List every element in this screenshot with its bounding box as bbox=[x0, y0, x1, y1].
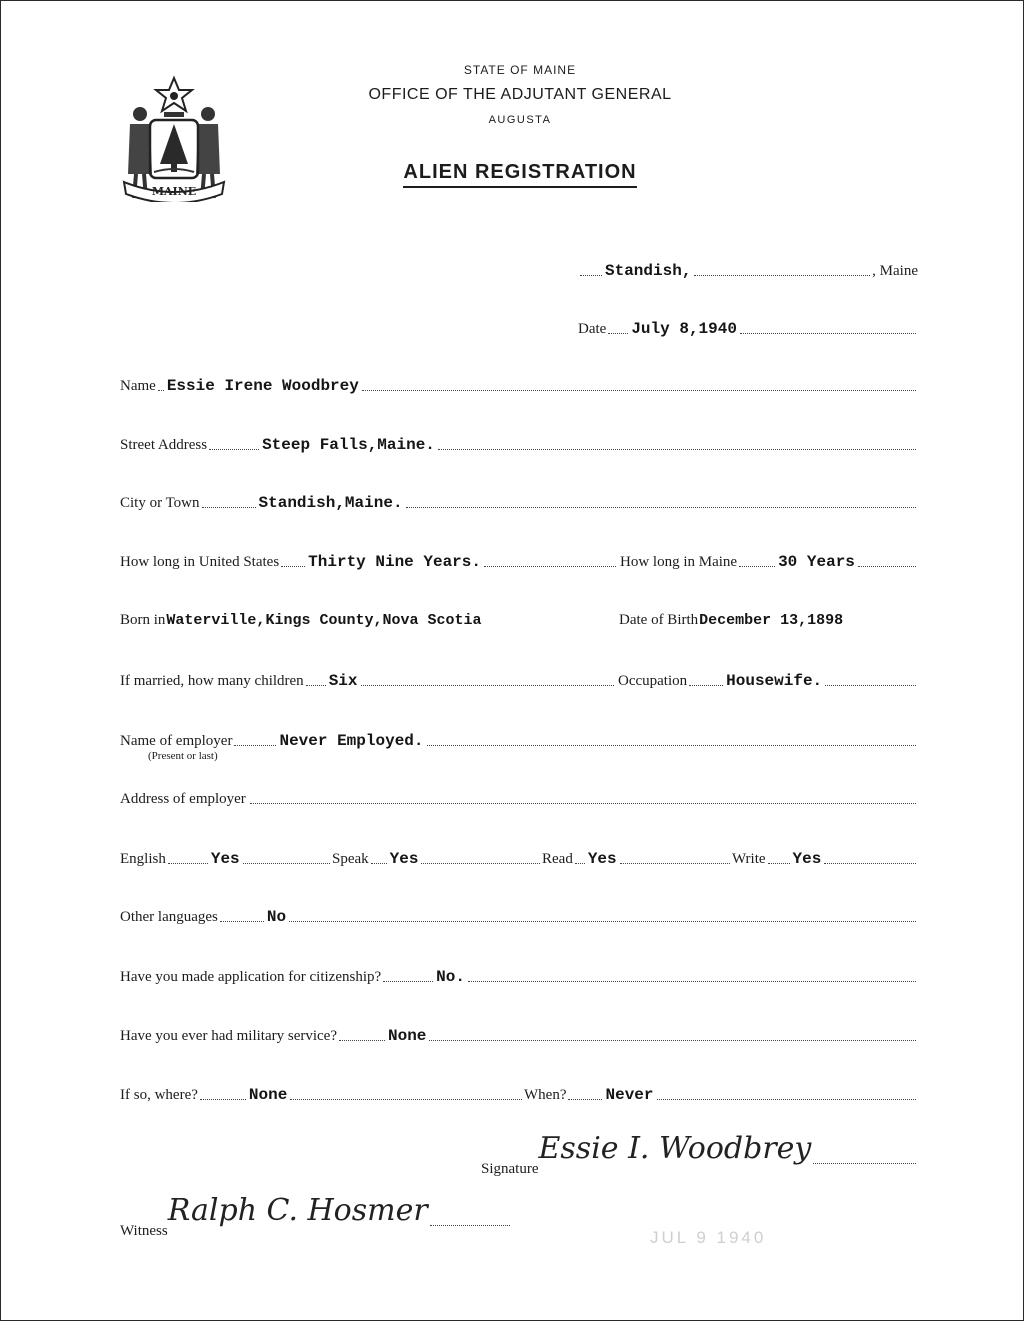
header-city: AUGUSTA bbox=[488, 114, 552, 126]
dotted-leader bbox=[739, 566, 775, 567]
dotted-leader bbox=[362, 390, 916, 391]
state-label: , Maine bbox=[872, 263, 918, 279]
town-value: Standish, bbox=[605, 262, 692, 280]
children-value: Six bbox=[328, 672, 358, 690]
dotted-leader bbox=[200, 1099, 246, 1100]
header-office: OFFICE OF THE ADJUTANT GENERAL bbox=[368, 86, 672, 103]
dotted-leader bbox=[580, 275, 602, 276]
dotted-leader bbox=[608, 333, 628, 334]
dotted-leader bbox=[740, 333, 916, 334]
name-line bbox=[120, 377, 918, 395]
dotted-leader bbox=[421, 863, 540, 864]
dotted-leader bbox=[429, 1040, 916, 1041]
where-value: None bbox=[248, 1086, 288, 1104]
read-label: Read bbox=[542, 851, 573, 867]
date-line bbox=[578, 320, 918, 338]
children-label: If married, how many children bbox=[120, 673, 304, 689]
form-title-text: ALIEN REGISTRATION bbox=[403, 161, 636, 188]
dotted-leader bbox=[694, 275, 870, 276]
speak-value: Yes bbox=[389, 850, 419, 868]
speak-label: Speak bbox=[332, 851, 369, 867]
how-long-us-label: How long in United States bbox=[120, 554, 280, 570]
citizenship-line bbox=[120, 968, 918, 986]
street-value: Steep Falls,Maine. bbox=[262, 436, 435, 454]
witness-label: Witness bbox=[120, 1223, 168, 1239]
english-line bbox=[120, 850, 332, 868]
dotted-leader bbox=[250, 803, 916, 804]
employer-value: Never Employed. bbox=[279, 732, 424, 750]
dotted-leader bbox=[243, 863, 330, 864]
dotted-leader bbox=[468, 981, 916, 982]
other-languages-value: No bbox=[266, 908, 287, 926]
how-long-maine-label: How long in Maine bbox=[620, 554, 738, 570]
born-line bbox=[120, 612, 616, 629]
town-line bbox=[578, 262, 918, 280]
how-long-maine-value: 30 Years bbox=[778, 553, 855, 571]
military-line bbox=[120, 1027, 918, 1045]
citizenship-value: No. bbox=[436, 968, 465, 986]
dotted-leader bbox=[657, 1099, 917, 1100]
speak-line bbox=[332, 850, 542, 868]
born-value: Waterville,Kings County,Nova Scotia bbox=[166, 612, 482, 629]
header-state: STATE OF MAINE bbox=[463, 63, 577, 77]
dotted-leader bbox=[689, 685, 723, 686]
english-value: Yes bbox=[210, 850, 240, 868]
dob-value: December 13,1898 bbox=[699, 612, 844, 629]
dotted-leader bbox=[339, 1040, 385, 1041]
city-value: Standish,Maine. bbox=[258, 494, 403, 512]
state-seal bbox=[118, 74, 230, 202]
signature-label: Signature bbox=[481, 1161, 539, 1177]
dotted-leader bbox=[281, 566, 305, 567]
dotted-leader bbox=[484, 566, 616, 567]
dotted-leader bbox=[361, 685, 615, 686]
dotted-leader bbox=[306, 685, 326, 686]
occupation-value: Housewife. bbox=[726, 672, 823, 690]
dotted-leader bbox=[813, 1163, 916, 1164]
dob-label: Date of Birth bbox=[619, 612, 699, 628]
employer-address-label: Address of employer bbox=[120, 791, 246, 807]
other-languages-label: Other languages bbox=[120, 909, 218, 925]
occupation-line bbox=[618, 672, 918, 690]
dotted-leader bbox=[168, 863, 208, 864]
when-label: When? bbox=[524, 1087, 567, 1103]
where-line bbox=[120, 1086, 524, 1104]
signature-value: Essie I. Woodbrey bbox=[538, 1131, 812, 1166]
dotted-leader bbox=[575, 863, 585, 864]
occupation-label: Occupation bbox=[618, 673, 688, 689]
witness-value: Ralph C. Hosmer bbox=[167, 1193, 428, 1228]
dotted-leader bbox=[825, 685, 916, 686]
dotted-leader bbox=[209, 449, 259, 450]
employer-line bbox=[120, 732, 918, 750]
received-stamp: JUL 9 1940 bbox=[650, 1228, 767, 1247]
dotted-leader bbox=[371, 863, 387, 864]
citizenship-label: Have you made application for citizenship? bbox=[120, 969, 382, 985]
form-title bbox=[300, 161, 740, 184]
employer-sublabel-text: (Present or last) bbox=[148, 750, 218, 762]
where-label: If so, where? bbox=[120, 1087, 198, 1103]
when-value: Never bbox=[605, 1086, 654, 1104]
date-label: Date bbox=[578, 321, 607, 337]
military-value: None bbox=[388, 1027, 427, 1045]
dotted-leader bbox=[289, 921, 916, 922]
children-line bbox=[120, 672, 616, 690]
when-line bbox=[524, 1086, 918, 1104]
dotted-leader bbox=[383, 981, 433, 982]
how-long-maine-line bbox=[620, 553, 918, 571]
read-value: Yes bbox=[587, 850, 617, 868]
dotted-leader bbox=[158, 390, 164, 391]
employer-label: Name of employer bbox=[120, 733, 233, 749]
dotted-leader bbox=[427, 745, 917, 746]
employer-address-line bbox=[120, 791, 918, 808]
dotted-leader bbox=[430, 1225, 510, 1226]
city-label: City or Town bbox=[120, 495, 200, 511]
dotted-leader bbox=[438, 449, 916, 450]
witness-line bbox=[120, 1190, 512, 1239]
seal-banner-text: MAINE bbox=[151, 185, 197, 198]
dotted-leader bbox=[768, 863, 790, 864]
dotted-leader bbox=[858, 566, 916, 567]
street-label: Street Address bbox=[120, 437, 208, 453]
street-line bbox=[120, 436, 918, 454]
dotted-leader bbox=[234, 745, 276, 746]
write-label: Write bbox=[732, 851, 766, 867]
dotted-leader bbox=[290, 1099, 522, 1100]
name-label: Name bbox=[120, 378, 156, 394]
write-value: Yes bbox=[792, 850, 822, 868]
dotted-leader bbox=[406, 507, 916, 508]
signature-line bbox=[481, 1128, 918, 1177]
english-label: English bbox=[120, 851, 166, 867]
how-long-us-line bbox=[120, 553, 618, 571]
dotted-leader bbox=[220, 921, 264, 922]
how-long-us-value: Thirty Nine Years. bbox=[308, 553, 481, 571]
read-line bbox=[542, 850, 732, 868]
military-label: Have you ever had military service? bbox=[120, 1028, 337, 1044]
other-languages-line bbox=[120, 908, 918, 926]
dotted-leader bbox=[620, 863, 730, 864]
date-value: July 8,1940 bbox=[631, 320, 737, 338]
dotted-leader bbox=[568, 1099, 602, 1100]
name-value: Essie Irene Woodbrey bbox=[166, 377, 359, 395]
born-label: Born in bbox=[120, 612, 166, 628]
write-line bbox=[732, 850, 918, 868]
dotted-leader bbox=[824, 863, 916, 864]
city-line bbox=[120, 494, 918, 512]
dotted-leader bbox=[202, 507, 256, 508]
dob-line bbox=[619, 612, 924, 629]
employer-sublabel bbox=[148, 750, 218, 762]
